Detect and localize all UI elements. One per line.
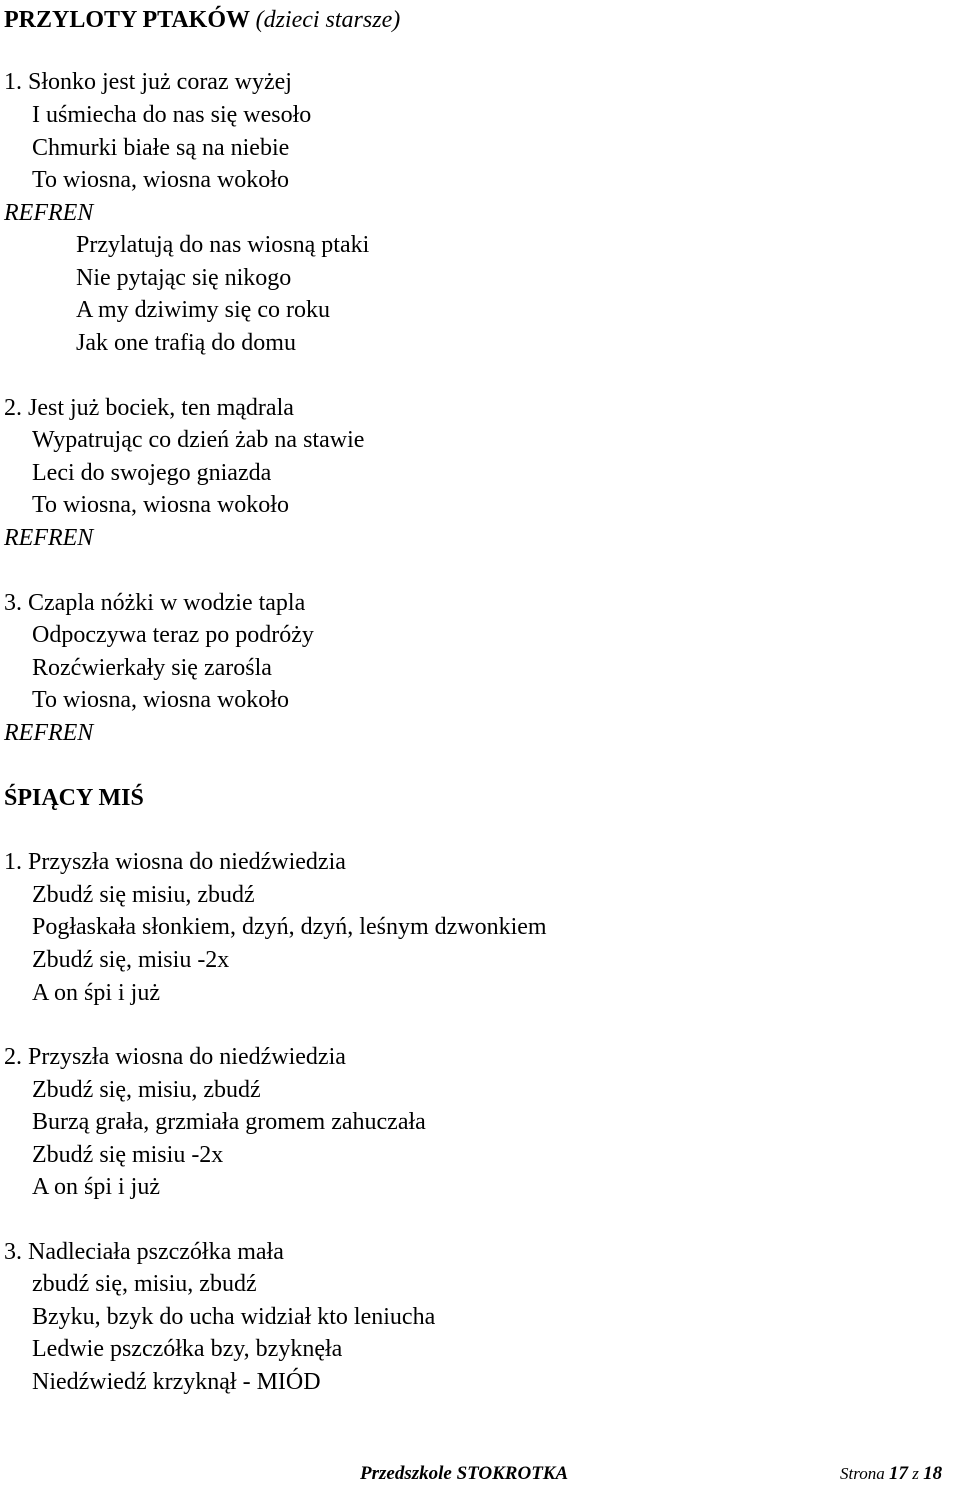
- footer-school-name: Przedszkole STOKROTKA: [360, 1463, 569, 1484]
- verse-line: 1. Przyszła wiosna do niedźwiedzia: [4, 849, 346, 875]
- footer-page-sep: z: [912, 1464, 919, 1483]
- verse-line: I uśmiecha do nas się wesoło: [32, 102, 312, 128]
- song-title-text: PRZYLOTY PTAKÓW: [4, 7, 250, 33]
- verse-line: Wypatrując co dzień żab na stawie: [32, 427, 365, 453]
- verse-line: To wiosna, wiosna wokoło: [32, 687, 289, 713]
- verse-line: To wiosna, wiosna wokoło: [32, 167, 289, 193]
- verse-line: A on śpi i już: [32, 980, 161, 1006]
- verse-line: Niedźwiedź krzyknął - MIÓD: [32, 1369, 321, 1395]
- verse-line: 1. Słonko jest już coraz wyżej: [4, 69, 292, 95]
- verse-line: 2. Przyszła wiosna do niedźwiedzia: [4, 1044, 346, 1070]
- footer-page-number: [840, 1462, 942, 1486]
- verse-line: Zbudź się misiu, zbudź: [32, 882, 255, 908]
- verse-line: Pogłaskała słonkiem, dzyń, dzyń, leśnym dzwonkiem: [32, 914, 547, 940]
- verse-line: Ledwie pszczółka bzy, bzyknęła: [32, 1336, 343, 1362]
- verse-line: Chmurki białe są na niebie: [32, 135, 290, 161]
- refren-label: REFREN: [4, 200, 94, 226]
- verse-line: Leci do swojego gniazda: [32, 460, 272, 486]
- verse-line: Odpoczywa teraz po podróży: [32, 622, 314, 648]
- refren-line: A my dziwimy się co roku: [76, 297, 330, 323]
- song-title-spiacy-mis: ŚPIĄCY MIŚ: [4, 785, 144, 811]
- verse-line: Rozćwierkały się zarośla: [32, 655, 272, 681]
- footer-page-current: 17: [888, 1463, 908, 1484]
- refren-line: Przylatują do nas wiosną ptaki: [76, 232, 370, 258]
- verse-line: A on śpi i już: [32, 1174, 161, 1200]
- verse-line: Bzyku, bzyk do ucha widział kto leniucha: [32, 1304, 436, 1330]
- footer-page-total: 18: [923, 1463, 943, 1484]
- verse-line: 2. Jest już bociek, ten mądrala: [4, 395, 294, 421]
- verse-line: Burzą grała, grzmiała gromem zahuczała: [32, 1109, 426, 1135]
- refren-line: Jak one trafią do domu: [76, 330, 296, 356]
- verse-line: Zbudź się, misiu, zbudź: [32, 1077, 261, 1103]
- verse-line: To wiosna, wiosna wokoło: [32, 492, 289, 518]
- refren-label: REFREN: [4, 720, 94, 746]
- verse-line: 3. Nadleciała pszczółka mała: [4, 1239, 284, 1265]
- refren-label: REFREN: [4, 525, 94, 551]
- song-subtitle: (dzieci starsze): [255, 7, 401, 33]
- song-title-przyloty: [4, 4, 400, 36]
- refren-line: Nie pytając się nikogo: [76, 265, 292, 291]
- verse-line: zbudź się, misiu, zbudź: [32, 1271, 257, 1297]
- verse-line: 3. Czapla nóżki w wodzie tapla: [4, 590, 306, 616]
- verse-line: Zbudź się, misiu -2x: [32, 947, 230, 973]
- footer-page-word: Strona: [840, 1464, 885, 1483]
- verse-line: Zbudź się misiu -2x: [32, 1142, 224, 1168]
